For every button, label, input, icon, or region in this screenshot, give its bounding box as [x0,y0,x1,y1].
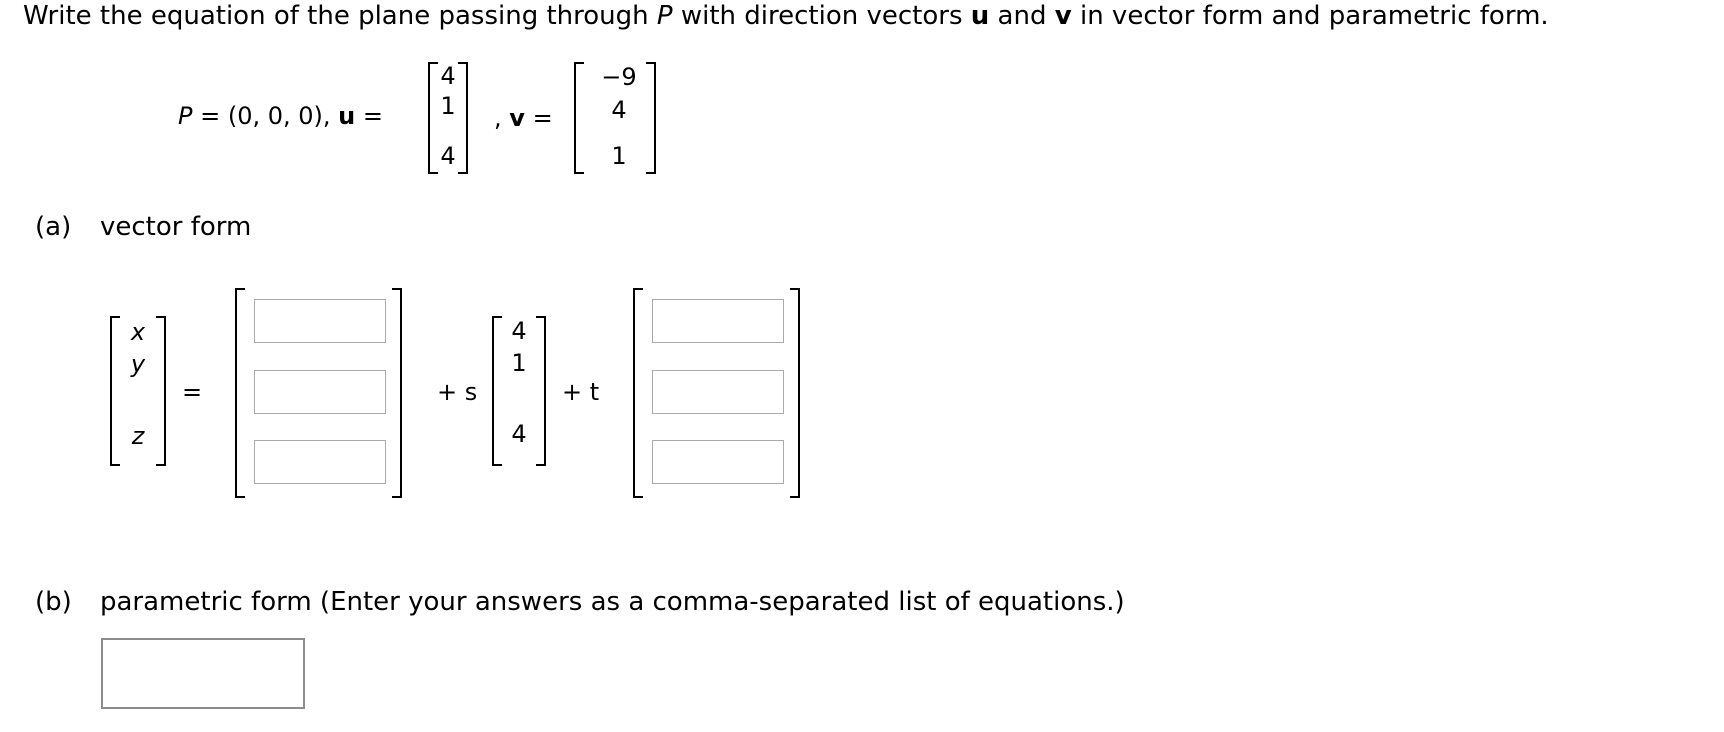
right-bracket [392,288,402,498]
v-component-1: −9 [601,63,637,91]
question-text: Write the equation of the plane passing through P with direction vectors u and v in vector form and parametric form. [23,1,1549,31]
var-z: z [131,422,145,450]
v-component-2: 4 [611,96,627,124]
parametric-form-input[interactable] [101,638,305,709]
var-y: y [130,350,146,378]
u-component-2: 1 [511,349,527,377]
plus-t-label: + t [562,378,600,406]
v-label-expression: , v = [494,104,553,132]
v-symbol: v [1054,1,1072,31]
right-bracket [790,288,800,498]
point-z-input[interactable] [254,440,386,484]
t-x-input[interactable] [652,299,784,343]
u-vector-given [428,62,468,174]
left-bracket [235,288,245,498]
u-component-1: 4 [511,317,527,345]
lhs-vector [110,316,166,466]
v-vector-given [574,62,656,174]
t-y-input[interactable] [652,370,784,414]
u-component-3: 4 [440,142,456,170]
v-component-3: 1 [611,142,627,170]
part-b-label: (b) [35,587,72,617]
part-a-label: (a) [35,212,72,242]
u-component-3: 4 [511,420,527,448]
point-x-input[interactable] [254,299,386,343]
var-x: x [130,318,146,346]
p-symbol: P [656,1,673,31]
plus-s-label: + s [437,378,478,406]
t-z-input[interactable] [652,440,784,484]
point-y-input[interactable] [254,370,386,414]
equals-sign: = [182,378,203,406]
u-component-2: 1 [440,92,456,120]
u-symbol: u [970,1,990,31]
left-bracket [633,288,643,498]
u-vector-part-a [492,316,546,466]
given-point-expression: P = (0, 0, 0), u = [178,102,384,130]
u-component-1: 4 [440,62,456,90]
part-a-title: vector form [100,212,252,242]
part-b-title: parametric form (Enter your answers as a comma-separated list of equations.) [100,587,1125,617]
